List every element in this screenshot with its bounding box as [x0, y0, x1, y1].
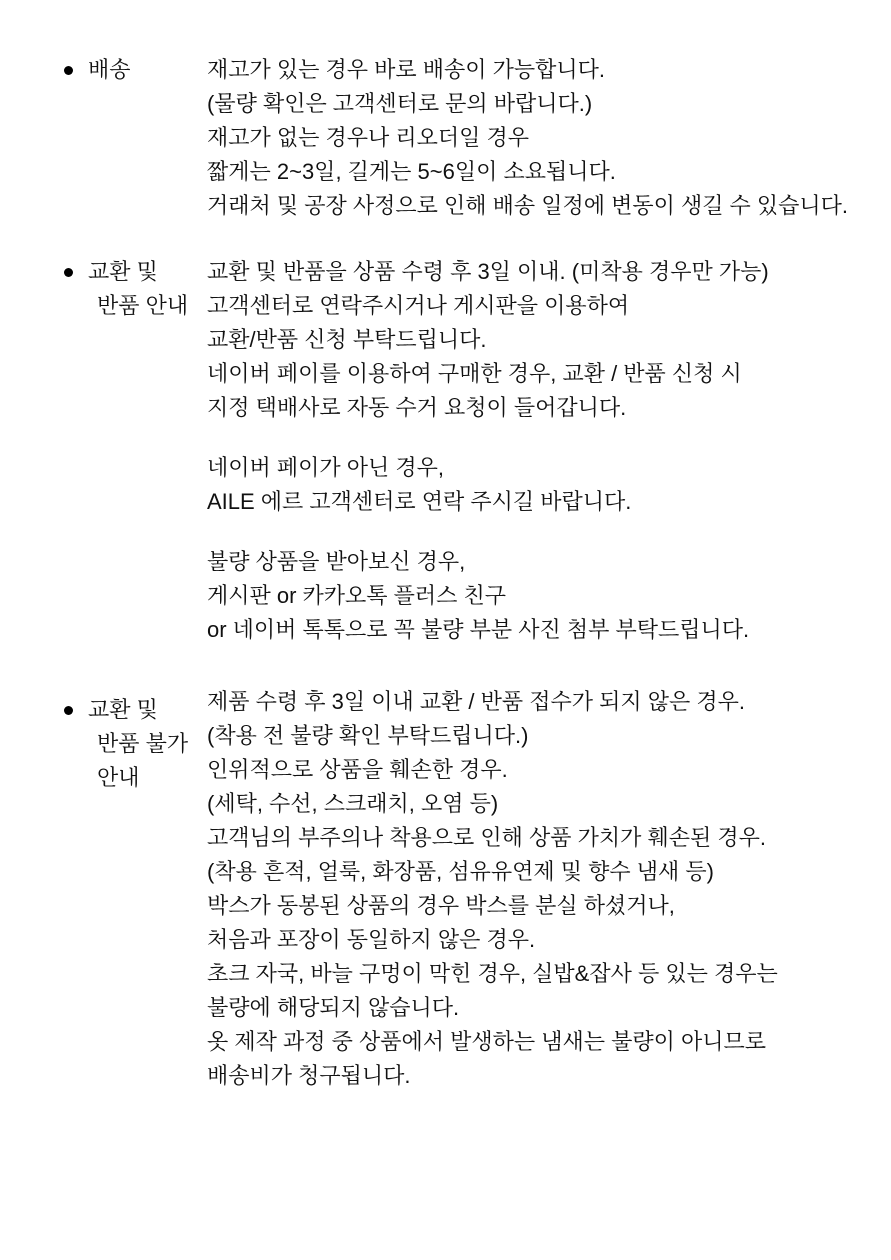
text-line: 배송비가 청구됩니다. [207, 1063, 411, 1088]
text-line: 박스가 동봉된 상품의 경우 박스를 분실 하셨거나, [207, 893, 675, 918]
paragraph [207, 255, 891, 425]
text-line: (착용 흔적, 얼룩, 화장품, 섬유유연제 및 향수 냄새 등) [207, 859, 714, 884]
text-line: 거래처 및 공장 사정으로 인해 배송 일정에 변동이 생길 수 있습니다. [207, 193, 849, 218]
section-shipping [0, 53, 891, 223]
text-line: 제품 수령 후 3일 이내 교환 / 반품 접수가 되지 않은 경우. [207, 689, 745, 714]
text-line: 교환/반품 신청 부탁드립니다. [207, 327, 487, 352]
section-label-line: 반품 불가 [97, 731, 189, 756]
section-exchange-return-content [207, 255, 891, 647]
text-line: 교환 및 반품을 상품 수령 후 3일 이내. (미착용 경우만 가능) [207, 259, 769, 284]
text-line: AILE 에르 고객센터로 연락 주시길 바랍니다. [207, 489, 632, 514]
text-line: 불량 상품을 받아보신 경우, [207, 549, 466, 574]
text-line: 고객님의 부주의나 착용으로 인해 상품 가치가 훼손된 경우. [207, 825, 766, 850]
section-label-line: 교환 및 [88, 697, 158, 722]
section-exchange-return-label [88, 255, 188, 323]
text-line: (세탁, 수선, 스크래치, 오염 등) [207, 791, 499, 816]
section-exchange-return-restrictions-label [88, 693, 188, 795]
section-exchange-return-restrictions-content [207, 685, 891, 1093]
text-line: 게시판 or 카카오톡 플러스 친구 [207, 583, 507, 608]
text-line: (착용 전 불량 확인 부탁드립니다.) [207, 723, 529, 748]
text-line: 네이버 페이가 아닌 경우, [207, 455, 444, 480]
section-exchange-return [0, 255, 891, 647]
text-line: (물량 확인은 고객센터로 문의 바랍니다.) [207, 91, 593, 116]
text-line: 짧게는 2~3일, 길게는 5~6일이 소요됩니다. [207, 159, 616, 184]
text-line: 처음과 포장이 동일하지 않은 경우. [207, 927, 536, 952]
text-line: 재고가 있는 경우 바로 배송이 가능합니다. [207, 57, 605, 82]
bullet-icon [64, 268, 73, 277]
section-exchange-return-restrictions [0, 685, 891, 1093]
section-label-line: 배송 [88, 57, 131, 82]
text-line: 불량에 해당되지 않습니다. [207, 995, 460, 1020]
text-line: 초크 자국, 바늘 구멍이 막힌 경우, 실밥&잡사 등 있는 경우는 [207, 961, 778, 986]
paragraph [207, 545, 891, 647]
section-label-line: 교환 및 [88, 259, 158, 284]
section-label-line: 안내 [97, 765, 140, 790]
bullet-icon [64, 706, 73, 715]
section-shipping-label [88, 53, 131, 87]
text-line: 재고가 없는 경우나 리오더일 경우 [207, 125, 529, 150]
text-line: 지정 택배사로 자동 수거 요청이 들어갑니다. [207, 395, 627, 420]
section-shipping-content [207, 53, 891, 223]
paragraph [207, 685, 891, 1093]
section-label-line: 반품 안내 [97, 293, 189, 318]
text-line: or 네이버 톡톡으로 꼭 불량 부분 사진 첨부 부탁드립니다. [207, 617, 750, 642]
text-line: 네이버 페이를 이용하여 구매한 경우, 교환 / 반품 신청 시 [207, 361, 742, 386]
text-line: 인위적으로 상품을 훼손한 경우. [207, 757, 508, 782]
bullet-icon [64, 66, 73, 75]
paragraph [207, 451, 891, 519]
paragraph [207, 53, 891, 223]
text-line: 옷 제작 과정 중 상품에서 발생하는 냄새는 불량이 아니므로 [207, 1029, 766, 1054]
text-line: 고객센터로 연락주시거나 게시판을 이용하여 [207, 293, 630, 318]
